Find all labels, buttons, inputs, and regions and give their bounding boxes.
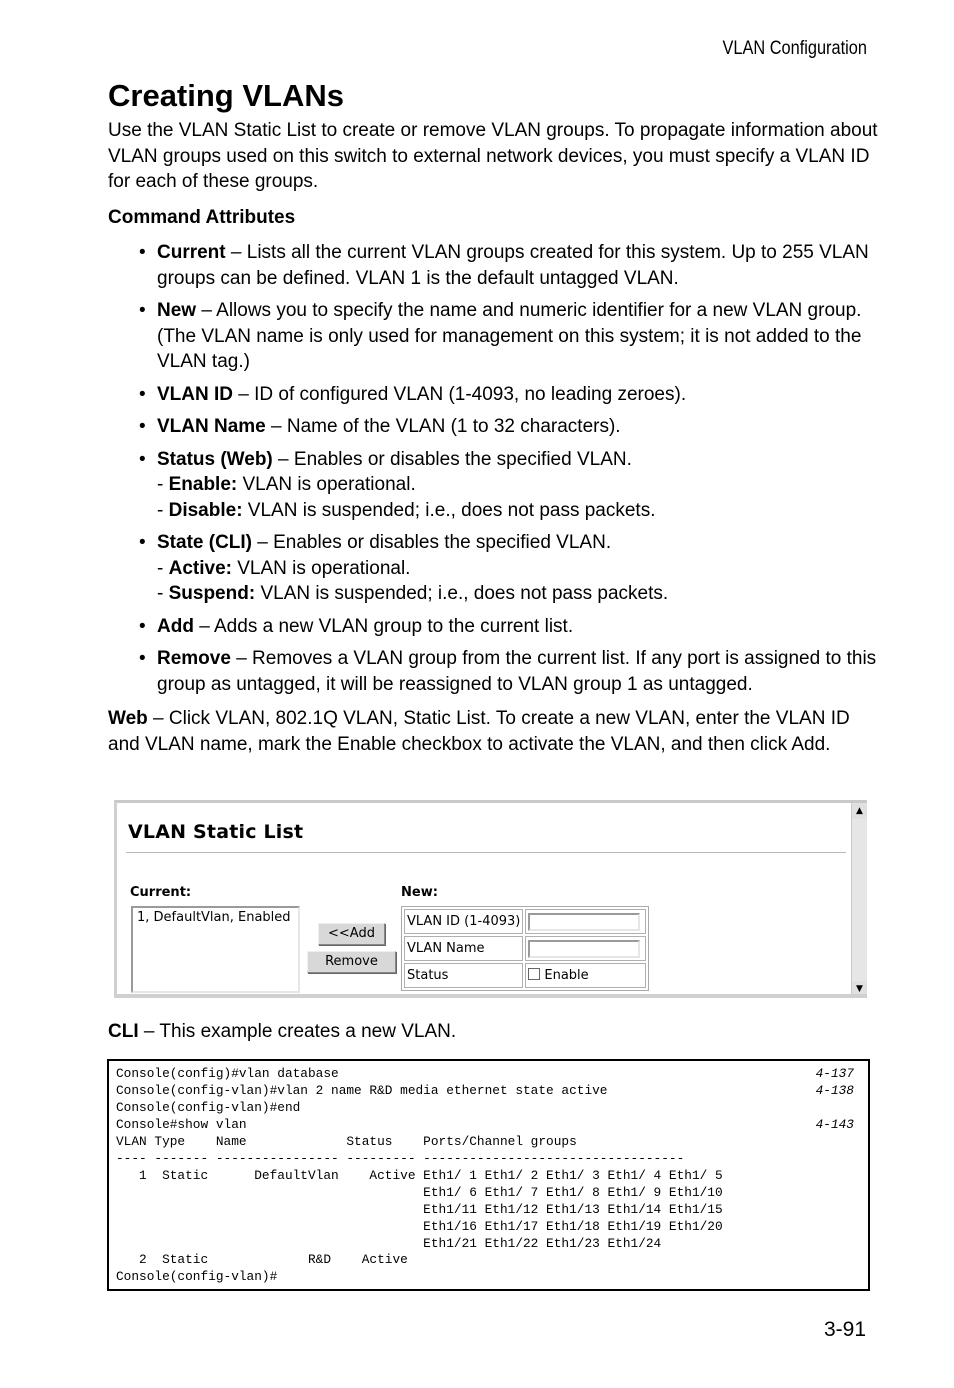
scrollbar[interactable] [851,803,867,997]
intro-paragraph: Use the VLAN Static List to create or remove VLAN groups. To propagate information about VLAN groups used on this switch to external network devices, you must specify a VLAN ID for each of these groups. [108,120,878,192]
vlan-name-label: VLAN Name [404,936,523,961]
panel-bottom-edge [114,994,867,998]
enable-label: Enable [544,968,589,983]
enable-checkbox[interactable] [528,968,540,980]
attribute-new: • New – Allows you to specify the name and numeric identifier for a new VLAN group. (The VLAN name is only used for management on this system; it is not added to the VLAN tag.) [139,300,862,372]
attribute-vlan-id: • VLAN ID – ID of configured VLAN (1-4093, no leading zeroes). [139,383,687,405]
vlan-id-label: VLAN ID (1-4093) [404,909,523,934]
command-page-references: 4-137 4-138 4-143 [815,1066,854,1132]
page-number: 3-91 [823,1318,866,1341]
attribute-state-cli: • State (CLI) – Enables or disables the specified VLAN. - Active: VLAN is operational. - Suspend: VLAN is suspended; i.e., does not pass packets. [139,532,669,604]
vlan-static-list-screenshot [114,800,867,997]
cli-example-box [107,1059,870,1291]
scroll-down-icon[interactable]: ▼ [852,981,867,997]
attribute-remove: • Remove – Removes a VLAN group from the current list. If any port is assigned to this group as untagged, it will be reassigned to VLAN group 1 as untagged. [139,648,877,695]
cli-code: Console(config)#vlan database Console(config-vlan)#vlan 2 name R&D media ethernet state active Console(config-vlan)#end Console#show vlan VLAN Type Name Status Ports/Channel groups ---- ------- ---------------- --------- ---------------------------------- 1 Static DefaultVlan Active Eth1/ 1 Eth1/ 2 Eth1/ 3 Eth1/ 4 Eth1/ 5 Eth1/ 6 Eth1/ 7 Eth1/ 8 Eth1/ 9 Eth1/10 Eth1/11 Eth1/12 Eth1/13 Eth1/14 Eth1/15 Eth1/16 Eth1/17 Eth1/18 Eth1/19 Eth1/20 Eth1/21 Eth1/22 Eth1/23 Eth1/24 2 Static R&D Active Console(config-vlan)# [116,1066,723,1285]
panel-title: VLAN Static List [128,821,304,843]
attribute-vlan-name: • VLAN Name – Name of the VLAN (1 to 32 characters). [139,416,621,437]
current-vlan-item[interactable]: 1, DefaultVlan, Enabled [137,910,291,925]
vlan-id-input[interactable] [528,913,640,931]
web-instructions: Web – Click VLAN, 802.1Q VLAN, Static List. To create a new VLAN, enter the VLAN ID and VLAN name, mark the Enable checkbox to activate the VLAN, and then click Add. [108,708,850,755]
running-header: VLAN Configuration [722,38,867,59]
current-vlan-listbox[interactable] [131,906,300,993]
panel-divider [126,852,846,853]
attribute-current: • Current – Lists all the current VLAN groups created for this system. Up to 255 VLAN groups can be defined. VLAN 1 is the default untagged VLAN. [139,242,869,289]
page-title: Creating VLANs [108,78,344,113]
scroll-up-icon[interactable]: ▲ [852,803,867,819]
attribute-add: • Add – Adds a new VLAN group to the current list. [139,615,574,637]
attribute-list [108,240,878,704]
command-attributes-heading: Command Attributes [108,207,296,228]
current-label: Current: [130,885,192,900]
cli-intro: CLI – This example creates a new VLAN. [108,1021,457,1042]
new-vlan-form [401,906,649,991]
status-label: Status [404,963,523,988]
attribute-status-web: • Status (Web) – Enables or disables the specified VLAN. - Enable: VLAN is operational. - Disable: VLAN is suspended; i.e., does not pass packets. [139,448,656,521]
add-button[interactable]: <<Add [318,923,385,945]
new-label: New: [401,885,438,900]
vlan-name-input[interactable] [528,940,640,958]
remove-button[interactable]: Remove [307,951,396,973]
